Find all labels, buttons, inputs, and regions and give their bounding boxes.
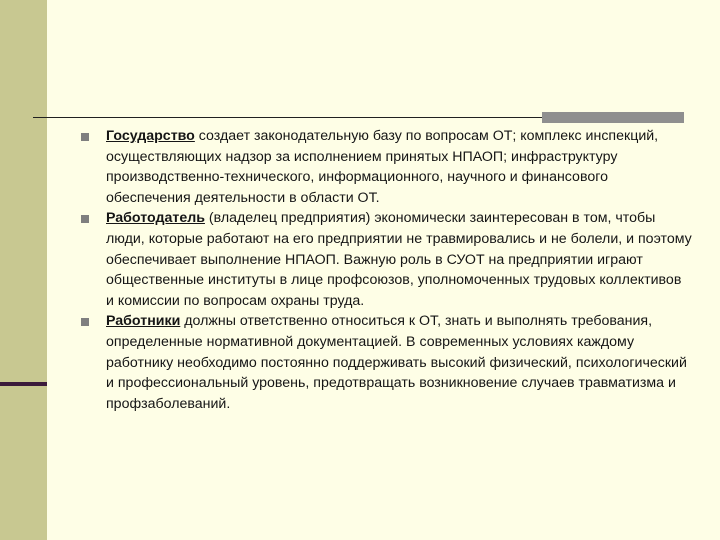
bullet-text: создает законодательную базу по вопросам ОТ; комплекс инспекций, осуществляющих надзор за исполнением принятых НПАОП; инфраструктуру производственно-технического, информационного, научного и финансового обеспечения деятельности в области ОТ.: [106, 128, 659, 206]
bullet-term: Государство: [106, 128, 195, 144]
left-decor-accent: [0, 382, 47, 386]
divider-accent-block: [542, 112, 684, 123]
slide-body: [78, 126, 693, 414]
bullet-state: [78, 126, 693, 208]
bullet-text: должны ответственно относиться к ОТ, знать и выполнять требования, определенные нормативной документацией. В современных условиях каждому работнику необходимо постоянно поддерживать высокий физический, психологический и профессиональный уровень, предотвращать возникновение случаев травматизма и профзаболеваний.: [106, 313, 687, 412]
bullet-text: (владелец предприятия) экономически заинтересован в том, чтобы люди, которые работают на его предприятии не травмировались и не болели, и поэтому обеспечивает выполнение НПАОП. Важную роль в СУОТ на предприятии играют общественные институты в лице профсоюзов, уполномоченных трудовых коллективов и комиссии по вопросам охраны труда.: [106, 210, 692, 309]
bullet-term: Работники: [106, 313, 181, 330]
square-bullet-icon: [81, 318, 89, 326]
bullet-workers: [78, 311, 693, 414]
left-decor-strip: [0, 0, 47, 540]
bullet-employer: [78, 208, 693, 311]
square-bullet-icon: [81, 215, 89, 223]
bullet-term: Работодатель: [106, 210, 205, 227]
square-bullet-icon: [81, 133, 89, 141]
